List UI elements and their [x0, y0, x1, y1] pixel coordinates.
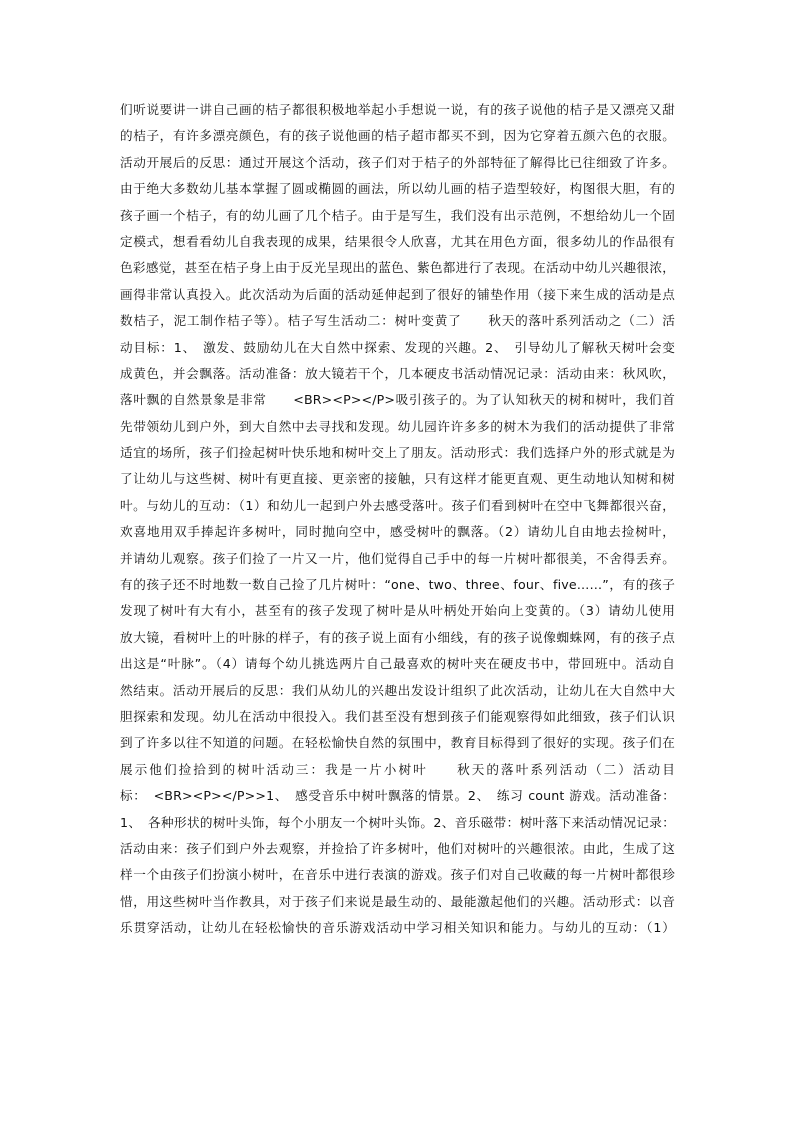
text-line: 有的孩子还不时地数一数自己捡了几片树叶：“one、two、three、four、five……”，有的孩子: [120, 577, 675, 593]
text-line: 然结束。活动开展后的反思：我们从幼儿的兴趣出发设计组织了此次活动，让幼儿在大自然中大: [120, 682, 675, 698]
text-line: 由于绝大多数幼儿基本掌握了圆或椭圆的画法，所以幼儿画的桔子造型较好，构图很大胆，有的: [120, 181, 675, 197]
body-text: [120, 97, 675, 942]
text-line: 们听说要讲一讲自己画的桔子都很积极地举起小手想说一说，有的孩子说他的桔子是又漂亮又甜: [120, 102, 675, 117]
text-line: 画得非常认真投入。此次活动为后面的活动延伸起到了很好的铺垫作用（接下来生成的活动是点: [120, 286, 675, 302]
text-line: 先带领幼儿到户外，到大自然中去寻找和发现。幼儿园许许多多的树木为我们的活动提供了非常: [120, 418, 675, 434]
text-line: 活动开展后的反思：通过开展这个活动，孩子们对于桔子的外部特征了解得比已往细致了许多。: [120, 154, 675, 170]
text-line: 了让幼儿与这些树、树叶有更直接、更亲密的接触，只有这样才能更直观、更生动地认知树和树: [120, 471, 675, 487]
text-line: 乐贯穿活动，让幼儿在轻松愉快的音乐游戏活动中学习相关知识和能力。与幼儿的互动：（1）: [120, 920, 675, 936]
text-line: 发现了树叶有大有小，甚至有的孩子发现了树叶是从叶柄处开始向上变黄的。（3）请幼儿使用: [120, 603, 675, 619]
text-line: 叶。与幼儿的互动：（1）和幼儿一起到户外去感受落叶。孩子们看到树叶在空中飞舞都很兴奋，: [120, 497, 675, 513]
text-line: 数桔子，泥工制作桔子等）。桔子写生活动二：树叶变黄了 秋天的落叶系列活动之（二）活: [120, 313, 675, 329]
text-line: 1、 各种形状的树叶头饰，每个小朋友一个树叶头饰。2、音乐磁带：树叶落下来活动情况记录：: [120, 814, 675, 830]
text-line: 适宜的场所，孩子们捡起树叶快乐地和树叶交上了朋友。活动形式：我们选择户外的形式就是为: [120, 445, 675, 461]
text-line: 的桔子，有许多漂亮颜色，有的孩子说他画的桔子超市都买不到，因为它穿着五颜六色的衣服。: [120, 128, 675, 144]
text-line: 惜，用这些树叶当作教具，对于孩子们来说是最生动的、最能激起他们的兴趣。活动形式：以音: [120, 893, 675, 909]
text-line: 定模式，想看看幼儿自我表现的成果，结果很令人欣喜，尤其在用色方面，很多幼儿的作品很有: [120, 233, 675, 249]
text-line: 展示他们捡拾到的树叶活动三：我是一片小树叶 秋天的落叶系列活动（二）活动目: [120, 761, 675, 777]
text-line: 胆探索和发现。幼儿在活动中很投入。我们甚至没有想到孩子们能观察得如此细致，孩子们认识: [120, 708, 675, 724]
text-line: 成黄色，并会飘落。活动准备：放大镜若干个，几本硬皮书活动情况记录：活动由来：秋风吹，: [120, 365, 675, 381]
text-line: 色彩感觉，甚至在桔子身上由于反光呈现出的蓝色、紫色都进行了表现。在活动中幼儿兴趣很浓，: [120, 260, 675, 276]
text-line: 放大镜，看树叶上的叶脉的样子，有的孩子说上面有小细线，有的孩子说像蜘蛛网，有的孩子点: [120, 629, 675, 645]
text-line: 并请幼儿观察。孩子们捡了一片又一片，他们觉得自己手中的每一片树叶都很美，不舍得丢弃。: [120, 550, 675, 566]
text-line: 样一个由孩子们扮演小树叶，在音乐中进行表演的游戏。孩子们对自己收藏的每一片树叶都很珍: [120, 867, 675, 883]
text-line: 到了许多以往不知道的问题。在轻松愉快自然的氛围中，教育目标得到了很好的实现。孩子们在: [120, 735, 675, 751]
text-line: 动目标：1、 激发、鼓励幼儿在大自然中探索、发现的兴趣。2、 引导幼儿了解秋天树叶会变: [120, 339, 675, 355]
text-line: 标： <BR><P></P>>1、 感受音乐中树叶飘落的情景。2、 练习 count 游戏。活动准备：: [120, 788, 675, 804]
text-line: 孩子画一个桔子，有的幼儿画了几个桔子。由于是写生，我们没有出示范例，不想给幼儿一个固: [120, 207, 675, 223]
text-line: 活动由来：孩子们到户外去观察，并捡拾了许多树叶，他们对树叶的兴趣很浓。由此，生成了这: [120, 840, 675, 856]
text-line: 欢喜地用双手捧起许多树叶，同时抛向空中，感受树叶的飘落。（2）请幼儿自由地去捡树叶，: [120, 524, 675, 540]
text-line: 出这是“叶脉”。（4）请每个幼儿挑选两片自己最喜欢的树叶夹在硬皮书中，带回班中。活动自: [120, 656, 675, 672]
text-line: 落叶飘的自然景象是非常 <BR><P></P>吸引孩子的。为了认知秋天的树和树叶，我们首: [120, 392, 675, 408]
